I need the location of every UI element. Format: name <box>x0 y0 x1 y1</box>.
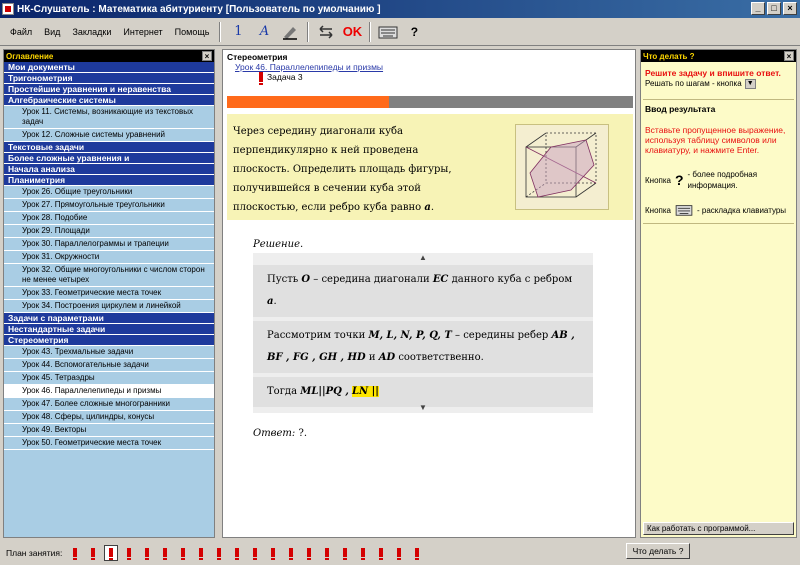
exclamation-icon <box>73 548 77 557</box>
exclamation-icon <box>379 548 383 557</box>
exclamation-icon <box>343 548 347 557</box>
toc-lesson[interactable]: Урок 28. Подобие <box>4 212 214 225</box>
exclamation-icon <box>181 548 185 557</box>
s2a: Рассмотрим точки <box>267 330 366 341</box>
exclamation-icon <box>397 548 401 557</box>
plan-step-marker[interactable] <box>338 545 352 561</box>
s2d: AB , BF , FG , GH , HD <box>267 330 575 363</box>
toc-category[interactable]: Задачи с параметрами <box>4 313 214 324</box>
breadcrumb-lesson[interactable]: Урок 46. Параллелепипеды и призмы <box>235 62 384 72</box>
plan-step-marker[interactable] <box>230 545 244 561</box>
toc-lesson[interactable]: Урок 12. Сложные системы уравнений <box>4 129 214 142</box>
toc-category[interactable]: Тригонометрия <box>4 73 214 84</box>
plan-step-marker[interactable] <box>140 545 154 561</box>
progress-bar <box>227 96 633 108</box>
keyboard-icon <box>378 24 398 40</box>
toc-category[interactable]: Начала анализа <box>4 164 214 175</box>
collapse-up-icon[interactable]: ▲ <box>419 253 427 262</box>
toc-lesson[interactable]: Урок 50. Геометрические места точек <box>4 437 214 450</box>
plan-step-marker[interactable] <box>356 545 370 561</box>
help-panel <box>640 49 797 538</box>
plan-step-marker[interactable] <box>284 545 298 561</box>
font-a-button[interactable]: A <box>259 24 270 39</box>
s1a: Пусть <box>267 274 299 285</box>
toc-category[interactable]: Текстовые задачи <box>4 142 214 153</box>
app-icon <box>2 3 14 15</box>
s1d: EC <box>432 274 449 285</box>
plan-step-marker[interactable] <box>212 545 226 561</box>
minimize-button[interactable]: _ <box>751 2 765 15</box>
task-end: . <box>430 202 435 213</box>
toc-lesson[interactable]: Урок 29. Площади <box>4 225 214 238</box>
maximize-button[interactable]: □ <box>767 2 781 15</box>
exclamation-icon <box>163 548 167 557</box>
exclamation-icon <box>325 548 329 557</box>
toc-lesson[interactable]: Урок 48. Сферы, цилиндры, конусы <box>4 411 214 424</box>
toc-lesson[interactable]: Урок 46. Параллелепипеды и призмы <box>4 385 214 398</box>
exclamation-icon <box>199 548 203 557</box>
plan-step-marker[interactable] <box>194 545 208 561</box>
how-to-button[interactable]: Как работать с программой... <box>643 522 794 535</box>
exclamation-icon <box>307 548 311 557</box>
input-section-title: Ввод результата <box>645 104 716 114</box>
plan-step-marker[interactable] <box>68 545 82 561</box>
help-instruction: Решите задачу и впишите ответ. <box>645 68 781 78</box>
solution-step-1 <box>253 265 593 317</box>
plan-step-marker[interactable] <box>266 545 280 561</box>
toc-lesson[interactable]: Урок 27. Прямоугольные треугольники <box>4 199 214 212</box>
s2b: M, L, N, P, Q, T <box>368 330 452 341</box>
close-button[interactable]: × <box>783 2 797 15</box>
toolbar-separator <box>369 22 371 42</box>
hint1-text: - более подробная информация. <box>687 170 758 190</box>
plan-step-marker[interactable] <box>104 545 118 561</box>
menu-view[interactable]: Вид <box>44 26 61 37</box>
toc-lesson[interactable]: Урок 11. Системы, возникающие из текстовых задач <box>4 106 214 129</box>
swap-arrows-icon <box>317 24 335 40</box>
toc-category[interactable]: Простейшие уравнения и неравенства <box>4 84 214 95</box>
task-statement: Через середину диагонали куба перпендикулярно к ней проведена плоскость. Определить площадь фигуры, получившейся в сечении куба этой плоскостью, если ребро куба равно <box>233 126 452 213</box>
answer-value: ?. <box>298 428 308 439</box>
menu-help[interactable]: Помощь <box>174 26 210 37</box>
content-panel <box>222 49 636 538</box>
toc-category[interactable]: Планиметрия <box>4 175 214 186</box>
progress-fill <box>227 96 389 108</box>
toc-lesson[interactable]: Урок 34. Построения циркулем и линейкой <box>4 300 214 313</box>
toc-title: Оглавление <box>6 51 54 61</box>
plan-step-marker[interactable] <box>320 545 334 561</box>
title-bar <box>0 0 800 18</box>
s2g: соответственно. <box>398 352 484 363</box>
plan-step-marker[interactable] <box>86 545 100 561</box>
exclamation-icon <box>217 548 221 557</box>
hint2-text: - раскладка клавиатуры <box>696 205 787 215</box>
help-header <box>641 50 796 62</box>
status-bar <box>0 540 800 565</box>
plan-step-marker[interactable] <box>410 545 424 561</box>
s2e: и <box>368 352 376 363</box>
input-instruction: Вставьте пропущенное выражение, используя таблицу символов или клавиатуру, и нажмите Enter. <box>645 125 786 155</box>
toc-panel <box>3 49 215 538</box>
answer-label: Ответ: <box>253 428 296 439</box>
exclamation-icon <box>145 548 149 557</box>
s1f: a <box>267 296 274 307</box>
keyboard-button[interactable] <box>377 21 399 43</box>
toc-list <box>4 62 214 537</box>
keyboard-icon <box>675 203 693 217</box>
s2f: AD <box>378 352 396 363</box>
cube-drawing <box>516 125 608 209</box>
help-close-button[interactable]: × <box>784 51 794 61</box>
toc-lesson[interactable]: Урок 45. Тетраэдры <box>4 372 214 385</box>
breadcrumb-task[interactable] <box>259 72 383 82</box>
plan-step-marker[interactable] <box>248 545 262 561</box>
toc-lesson[interactable]: Урок 44. Вспомогательные задачи <box>4 359 214 372</box>
s1e: данного куба с ребром <box>451 274 573 285</box>
task-text <box>233 122 471 217</box>
cube-figure <box>515 124 609 210</box>
s3b: ML||PQ , <box>300 386 349 397</box>
font-1-button[interactable]: 1 <box>234 24 243 39</box>
plan-label: План занятия: <box>6 547 63 558</box>
hint2-label: Кнопка <box>645 205 671 215</box>
task-box <box>227 114 633 220</box>
solution-step-2 <box>253 321 593 373</box>
plan-step-marker[interactable] <box>374 545 388 561</box>
toolbar-separator <box>219 22 221 42</box>
expand-down-icon[interactable]: ▼ <box>419 403 427 412</box>
help-step-row <box>641 78 796 89</box>
answer-line <box>253 428 307 439</box>
plan-step-marker[interactable] <box>122 545 136 561</box>
help-button[interactable]: ? <box>410 24 419 39</box>
toc-lesson[interactable]: Урок 33. Геометрические места точек <box>4 287 214 300</box>
s3a: Тогда <box>267 386 298 397</box>
menu-file[interactable]: Файл <box>10 26 33 37</box>
exclamation-icon <box>361 548 365 557</box>
exclamation-icon <box>91 548 95 557</box>
s2c: – середины ребер <box>455 330 549 341</box>
plan-step-marker[interactable] <box>158 545 172 561</box>
breadcrumb-section[interactable]: Стереометрия <box>227 52 288 62</box>
plan-markers <box>68 545 428 561</box>
exclamation-icon <box>253 548 257 557</box>
breadcrumb <box>227 52 383 82</box>
edit-button[interactable] <box>279 21 301 43</box>
swap-button[interactable] <box>315 21 337 43</box>
question-icon: ? <box>674 171 684 188</box>
toc-lesson[interactable]: Урок 30. Параллелограммы и трапеции <box>4 238 214 251</box>
pencil-icon <box>281 24 299 40</box>
toc-lesson[interactable]: Урок 43. Трехмальные задачи <box>4 346 214 359</box>
task-marker-icon <box>259 72 263 82</box>
task-var: a <box>424 202 431 213</box>
hint-help <box>641 169 796 191</box>
ok-button[interactable]: OK <box>342 24 363 39</box>
hint-keyboard <box>641 203 796 217</box>
hint1-label: Кнопка <box>645 175 671 185</box>
toc-category[interactable]: Алгебраические системы <box>4 95 214 106</box>
menu-toolbar <box>0 18 800 46</box>
breadcrumb-task-label: Задача 3 <box>267 72 303 82</box>
toc-lesson[interactable]: Урок 47. Более сложные многогранники <box>4 398 214 411</box>
answer-input[interactable]: LN || <box>352 386 379 397</box>
toc-category[interactable]: Более сложные уравнения и <box>4 153 214 164</box>
toc-lesson[interactable]: Урок 31. Окружности <box>4 251 214 264</box>
toolbar-separator <box>307 22 309 42</box>
toc-lesson[interactable]: Урок 32. Общие многоугольники с числом сторон не менее четырех <box>4 264 214 287</box>
help-title: Что делать ? <box>643 51 695 61</box>
help-step-text: Решать по шагам - кнопка <box>645 79 742 88</box>
toc-lesson[interactable]: Урок 26. Общие треугольники <box>4 186 214 199</box>
toc-category[interactable]: Нестандартные задачи <box>4 324 214 335</box>
exclamation-icon <box>415 548 419 557</box>
exclamation-icon <box>235 548 239 557</box>
toc-header <box>4 50 214 62</box>
menu-internet[interactable]: Интернет <box>123 26 163 37</box>
s1g: . <box>273 296 277 307</box>
toc-category[interactable]: Мои документы <box>4 62 214 73</box>
plan-step-marker[interactable] <box>176 545 190 561</box>
solution-heading: Решение. <box>253 239 304 250</box>
toc-close-button[interactable]: × <box>202 51 212 61</box>
toc-lesson[interactable]: Урок 49. Векторы <box>4 424 214 437</box>
exclamation-icon <box>127 548 131 557</box>
exclamation-icon <box>271 548 275 557</box>
s1b: O <box>301 274 311 285</box>
what-to-do-button[interactable]: Что делать ? <box>626 543 690 559</box>
toc-category[interactable]: Стереометрия <box>4 335 214 346</box>
plan-step-marker[interactable] <box>392 545 406 561</box>
solution-box <box>253 253 593 413</box>
s1c: – середина диагонали <box>313 274 430 285</box>
plan-step-marker[interactable] <box>302 545 316 561</box>
exclamation-icon <box>109 548 113 557</box>
window-title: НК-Слушатель : Математика абитуриенту [Пользователь по умолчанию ] <box>17 3 381 15</box>
menu-bookmarks[interactable]: Закладки <box>72 26 112 37</box>
exclamation-icon <box>289 548 293 557</box>
step-down-icon: ▼ <box>745 79 756 89</box>
